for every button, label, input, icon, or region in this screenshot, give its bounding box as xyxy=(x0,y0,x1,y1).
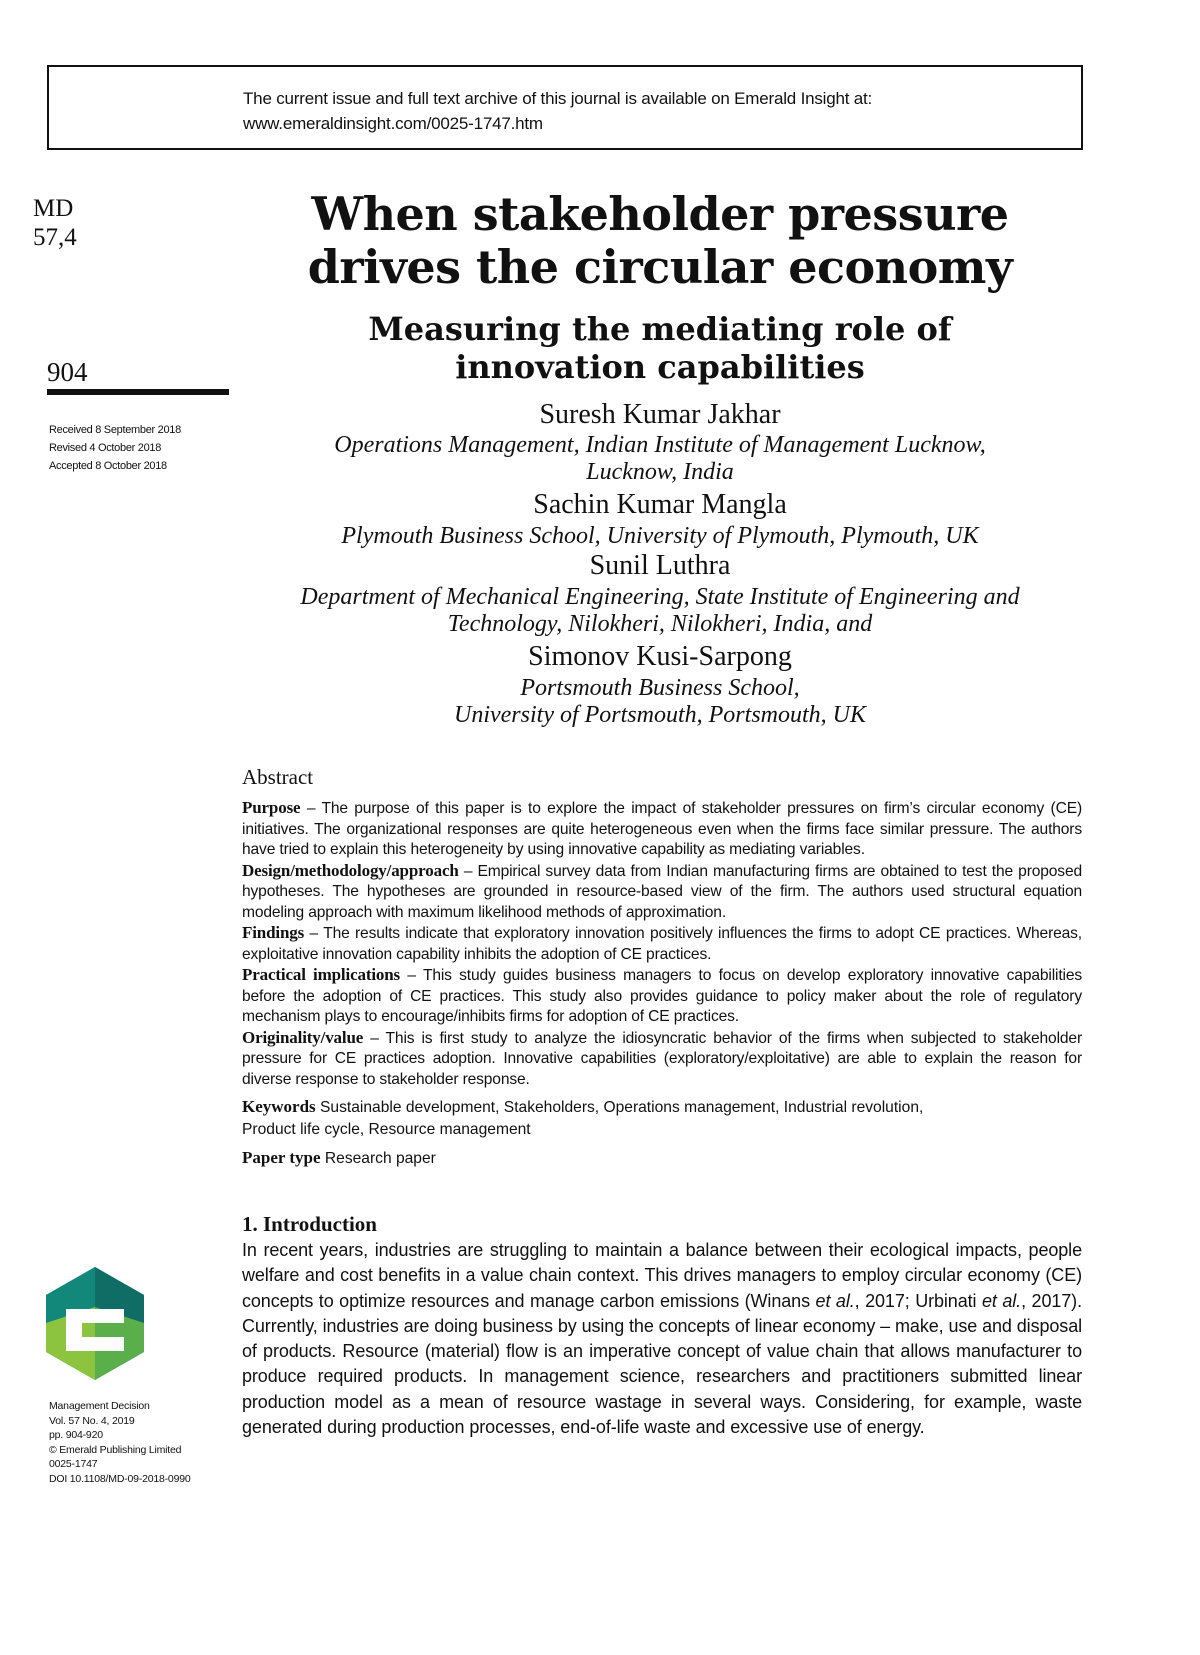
abstract-originality xyxy=(242,1028,1082,1091)
originality-label: Originality/value xyxy=(242,1027,364,1047)
imprint-volume: Vol. 57 No. 4, 2019 xyxy=(49,1414,135,1427)
subtitle-line: Measuring the mediating role of xyxy=(368,310,952,348)
abstract-purpose xyxy=(242,798,1082,861)
title-line: When stakeholder pressure xyxy=(311,187,1009,241)
author-affiliation: Plymouth Business School, University of Plymouth, Plymouth, UK xyxy=(341,523,979,549)
title-line: drives the circular economy xyxy=(307,240,1013,294)
journal-code xyxy=(33,194,77,252)
intro-text: , 2017; Urbinati xyxy=(854,1290,982,1311)
practical-label: Practical implications xyxy=(242,965,401,984)
design-label: Design/methodology/approach xyxy=(242,860,459,880)
abstract-section xyxy=(242,765,1082,1170)
paper-type xyxy=(242,1147,1082,1170)
purpose-label: Purpose xyxy=(242,798,301,817)
imprint-issn: 0025-1747 xyxy=(49,1458,98,1470)
author-affiliation: Portsmouth Business School, xyxy=(520,675,800,701)
design-text: – Empirical survey data from Indian manufacturing firms are obtained to test the proposed hypotheses. The hypotheses are grounded in resource-based view of the firm. The authors used structural equation modeling approach with maximum likelihood methods of approximation. xyxy=(242,862,1082,921)
introduction-body xyxy=(242,1238,1082,1440)
archive-url-link[interactable]: www.emeraldinsight.com/0025-1747.htm xyxy=(243,114,543,133)
accepted-date: Accepted 8 October 2018 xyxy=(49,460,167,472)
purpose-text: – The purpose of this paper is to explore the impact of stakeholder pressures on firm’s circular economy (CE) initiatives. The organizational responses are quite heterogeneous even when the firms face similar pressure. The authors have tried to explain this heterogeneity by using innovative capability as mediating variables. xyxy=(242,800,1082,858)
intro-text: In recent years, industries are struggling to maintain a balance between their ecological impacts, people welfare and cost benefits in a value chain context. This drives managers to employ circular economy (CE) concepts to optimize resources and manage carbon emissions (Winans xyxy=(242,1240,1082,1311)
author-name: Suresh Kumar Jakhar xyxy=(539,399,781,430)
author-affiliation: University of Portsmouth, Portsmouth, UK xyxy=(454,702,866,728)
findings-label: Findings xyxy=(242,923,305,942)
keywords xyxy=(242,1096,1082,1141)
title-block xyxy=(260,187,1060,386)
journal-imprint xyxy=(49,1399,191,1486)
paper-type-text: Research paper xyxy=(320,1150,436,1167)
received-date: Received 8 September 2018 xyxy=(49,424,181,436)
page-number: 904 xyxy=(47,357,88,387)
archive-notice-text: The current issue and full text archive of this journal is available on Emerald Insight at: xyxy=(243,89,873,108)
imprint-copyright: © Emerald Publishing Limited xyxy=(49,1443,182,1456)
archive-notice-box xyxy=(47,65,1083,150)
paper-subtitle xyxy=(260,310,1060,386)
author-affiliation: Operations Management, Indian Institute of Management Lucknow, xyxy=(334,432,986,458)
author-affiliation: Lucknow, India xyxy=(586,459,734,485)
emerald-logo-icon xyxy=(46,1267,144,1380)
abstract-design xyxy=(242,861,1082,924)
abstract-practical xyxy=(242,965,1082,1028)
journal-abbrev: MD xyxy=(33,195,74,222)
revised-date: Revised 4 October 2018 xyxy=(49,442,162,454)
originality-text: – This is first study to analyze the idiosyncratic behavior of the firms when subjected to stakeholder pressure for CE practices adoption. Innovative capabilities (exploratory/exploitative) are able to explain the reason for diverse response to stakeholder response. xyxy=(242,1029,1082,1088)
abstract-heading: Abstract xyxy=(242,765,314,789)
paper-type-label: Paper type xyxy=(242,1148,321,1167)
citation-et-al: et al. xyxy=(981,1290,1022,1311)
imprint-journal: Management Decision xyxy=(49,1400,150,1412)
imprint-pages: pp. 904-920 xyxy=(49,1429,103,1441)
paper-title xyxy=(260,188,1060,294)
citation-et-al: et al. xyxy=(815,1290,855,1311)
volume-issue: 57,4 xyxy=(33,224,77,251)
abstract-findings xyxy=(242,923,1082,965)
keywords-label: Keywords xyxy=(242,1097,316,1116)
keywords-text: Product life cycle, Resource management xyxy=(242,1121,531,1138)
author-name: Sunil Luthra xyxy=(589,550,731,581)
author-name: Simonov Kusi-Sarpong xyxy=(528,641,792,672)
article-dates xyxy=(49,421,181,475)
margin-rule xyxy=(47,389,229,395)
imprint-doi: DOI 10.1108/MD-09-2018-0990 xyxy=(49,1472,191,1485)
keywords-text: Sustainable development, Stakeholders, Operations management, Industrial revolution, xyxy=(315,1099,924,1116)
author-name: Sachin Kumar Mangla xyxy=(533,489,787,520)
author-affiliation: Technology, Nilokheri, Nilokheri, India, and xyxy=(447,611,873,637)
author-affiliation: Department of Mechanical Engineering, State Institute of Engineering and xyxy=(300,584,1020,610)
practical-text: – This study guides business managers to focus on develop exploratory innovative capabilities before the adoption of CE practices. This study also provides guidance to policy maker about the role of regulatory mechanism plays to encourage/inhibits firms for adoption of CE practices. xyxy=(242,967,1082,1025)
findings-text: – The results indicate that exploratory innovation positively influences the firms to adopt CE practices. Whereas, exploitative innovation capability inhibits the adoption of CE practices. xyxy=(242,925,1082,963)
intro-text: , 2017). Currently, industries are doing business by using the concepts of linear economy – make, use and disposal of products. Resource (material) flow is an imperative concept of value chain that allows manufacturer to produce required products. In management science, researchers and practitioners submitted linear production model as a mean of resource wastage in several ways. Considering, for example, waste generated during production processes, end-of-life waste and excessive use of energy. xyxy=(242,1290,1082,1438)
subtitle-line: innovation capabilities xyxy=(455,348,865,386)
introduction-heading: 1. Introduction xyxy=(242,1212,377,1236)
